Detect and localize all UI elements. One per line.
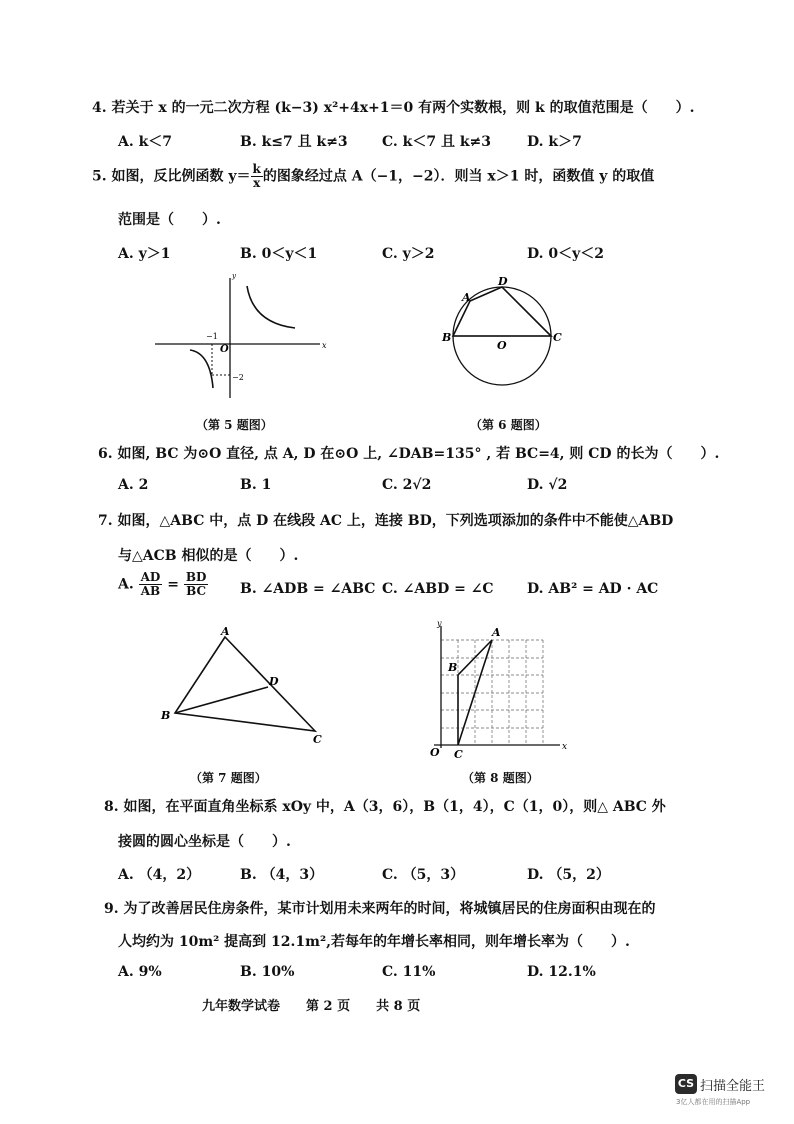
q9-option-b: B. 10%: [240, 964, 295, 980]
q5-caption: （第 5 题图）: [196, 418, 273, 432]
q6-stem: 6. 如图, BC 为⊙O 直径, 点 A, D 在⊙O 上, ∠DAB=135° , 若 BC=4, 则 CD 的长为（ ）.: [98, 446, 720, 462]
q5-figure: [150, 268, 340, 408]
fig6-label-o: O: [497, 339, 507, 352]
fig8-origin-label: O: [430, 746, 440, 759]
q7-a-lnum: AD: [140, 570, 161, 584]
q7-a-lden: AB: [140, 584, 161, 598]
hyperbola-branch-q1: [247, 286, 295, 328]
q8-stem: 8. 如图，在平面直角坐标系 xOy 中，A（3，6），B（1，4），C（1，0），则△ ABC 外: [104, 799, 666, 815]
q6-figure: [440, 270, 570, 390]
q5-stem-line2: 范围是（ ）.: [118, 212, 221, 228]
q7-option-a: [118, 571, 208, 598]
q4-option-d: D. k＞7: [527, 134, 582, 150]
q6-caption: （第 6 题图）: [470, 418, 547, 432]
q9-option-a: A. 9%: [118, 964, 162, 980]
q5-option-a: A. y＞1: [118, 246, 171, 262]
fig8-label-c: C: [454, 748, 463, 760]
q8-option-c: C. （5，3）: [382, 867, 465, 883]
q7-stem-line2: 与△ACB 相似的是（ ）.: [118, 548, 299, 564]
fig5-x-label: x: [322, 341, 327, 350]
q5-frac-num: k: [252, 162, 261, 176]
q9-option-d: D. 12.1%: [527, 964, 596, 980]
page-footer: 九年数学试卷 第 2 页 共 8 页: [202, 999, 421, 1014]
fig6-label-d: D: [498, 275, 508, 288]
fig8-label-b: B: [448, 661, 458, 674]
q8-option-d: D. （5，2）: [527, 867, 610, 883]
q4-option-b: B. k≤7 且 k≠3: [240, 134, 348, 150]
q7-option-d: D. AB² = AD · AC: [527, 581, 659, 597]
q4-option-a: A. k＜7: [118, 134, 173, 150]
q5-stem: [92, 163, 654, 190]
q5-option-b: B. 0＜y＜1: [240, 246, 318, 262]
q6-option-a: A. 2: [118, 477, 149, 493]
fig7-label-d: D: [269, 675, 279, 688]
q7-option-a-eq: =: [167, 576, 179, 593]
watermark-subtitle: 3亿人都在用的扫描App: [676, 1098, 751, 1106]
q6-option-d: D. √2: [527, 477, 568, 493]
q9-option-c: C. 11%: [382, 964, 436, 980]
q4-option-c: C. k＜7 且 k≠3: [382, 134, 492, 150]
fig5-y-label: y: [232, 272, 236, 280]
fig6-label-a: A: [462, 291, 471, 304]
q5-option-c: C. y＞2: [382, 246, 435, 262]
q8-option-a: A. （4，2）: [118, 867, 201, 883]
camscanner-logo-icon: CS: [675, 1074, 697, 1094]
grid-lines: [441, 640, 543, 745]
q7-figure: [155, 625, 335, 750]
q9-stem: 9. 为了改善居民住房条件，某市计划用未来两年的时间，将城镇居民的住房面积由现在的: [104, 901, 656, 917]
fig5-origin-label: O: [220, 344, 229, 355]
q7-option-a-left-fraction: [139, 571, 163, 598]
q7-option-b: B. ∠ADB = ∠ABC: [240, 581, 376, 597]
q7-option-a-right-fraction: [184, 571, 209, 598]
q6-option-c: C. 2√2: [382, 477, 432, 493]
q9-stem-line2: 人均约为 10m² 提高到 12.1m²,若每年的年增长率相同，则年增长率为（ ）.: [118, 934, 630, 950]
hyperbola-branch-q3: [190, 350, 213, 388]
q7-a-rden: BC: [186, 584, 207, 598]
q7-a-rnum: BD: [185, 570, 207, 584]
q4-stem: 4. 若关于 x 的一元二次方程 (k−3) x²+4x+1＝0 有两个实数根，则 k 的取值范围是（ ）.: [92, 100, 695, 116]
fig7-label-c: C: [313, 733, 322, 746]
fig8-label-a: A: [492, 626, 501, 639]
fig8-x-label: x: [562, 742, 568, 752]
q5-fraction: [251, 163, 263, 190]
q5-option-d: D. 0＜y＜2: [527, 246, 605, 262]
q8-stem-line2: 接圆的圆心坐标是（ ）.: [118, 834, 291, 850]
q7-stem: 7. 如图，△ABC 中，点 D 在线段 AC 上，连接 BD，下列选项添加的条件中不能使△ABD: [98, 513, 674, 529]
q7-option-c: C. ∠ABD = ∠C: [382, 581, 494, 597]
q7-caption: （第 7 题图）: [190, 771, 267, 785]
q8-caption: （第 8 题图）: [462, 771, 539, 785]
fig6-label-b: B: [442, 331, 452, 344]
fig7-label-a: A: [221, 625, 230, 638]
watermark-name: 扫描全能王: [700, 1079, 766, 1094]
fig5-minus1-label: −1: [206, 332, 218, 341]
q5-stem-before: 5. 如图，反比例函数 y＝: [92, 168, 251, 185]
q8-figure: [422, 618, 572, 760]
triangle-abc: [175, 637, 315, 731]
fig8-y-label: y: [437, 619, 442, 628]
q5-stem-after: 的图象经过点 A（−1，−2）．则当 x＞1 时，函数值 y 的取值: [262, 168, 655, 185]
fig6-label-c: C: [553, 331, 562, 344]
q5-frac-den: x: [253, 176, 261, 190]
fig7-label-b: B: [161, 709, 171, 722]
q8-option-b: B. （4，3）: [240, 867, 324, 883]
q7-option-a-prefix: A.: [118, 576, 134, 593]
q6-option-b: B. 1: [240, 477, 272, 493]
fig5-minus2-label: −2: [232, 373, 244, 382]
